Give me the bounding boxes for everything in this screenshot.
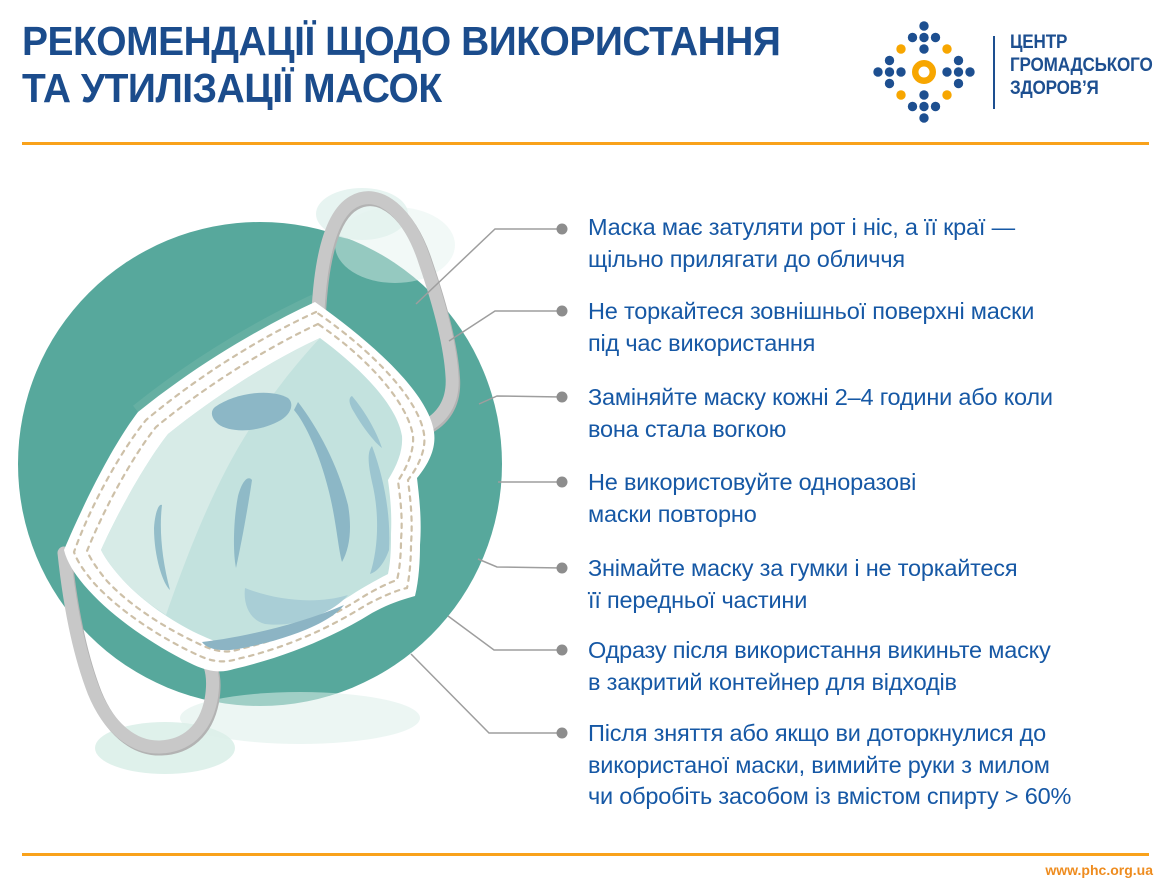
logo-text-line1: ЦЕНТР	[1010, 32, 1068, 53]
recommendation-text: Маска має затуляти рот і ніс, а її краї —	[588, 214, 1015, 240]
recommendation-text: під час використання	[588, 329, 816, 356]
recommendation-item-1	[588, 212, 1088, 275]
page-title-line2: ТА УТИЛІЗАЦІЇ МАСОК	[22, 65, 442, 111]
recommendation-item-5	[588, 553, 1088, 616]
recommendation-text: Знімайте маску за гумки і не торкайтеся	[588, 555, 1018, 581]
recommendation-item-2	[588, 296, 1088, 359]
recommendation-text: чи обробіть засобом із вмістом спирту > 60%	[588, 783, 1072, 809]
logo-text-line2: ГРОМАДСЬКОГО	[1010, 55, 1153, 76]
recommendation-text: Не використовуйте одноразові	[588, 469, 917, 495]
recommendation-text: її передньої частини	[588, 586, 808, 613]
recommendation-text: маски повторно	[588, 500, 757, 527]
recommendation-text: Після зняття або якщо ви доторкнулися до	[588, 720, 1047, 746]
recommendation-text: Не торкайтеся зовнішньої поверхні маски	[588, 298, 1035, 324]
recommendation-item-4	[588, 467, 1088, 530]
recommendation-text: вона стала вогкою	[588, 415, 787, 442]
callout-dots	[557, 224, 568, 739]
callout-line	[411, 654, 562, 733]
callout-line	[449, 311, 562, 341]
callout-dot	[557, 224, 568, 235]
recommendation-text: Одразу після використання викиньте маску	[588, 637, 1051, 663]
footer-divider	[22, 853, 1149, 856]
recommendation-text: Заміняйте маску кожні 2–4 години або коли	[588, 384, 1053, 410]
recommendation-text: в закритий контейнер для відходів	[588, 668, 957, 695]
footer-url: www.phc.org.ua	[1045, 862, 1153, 878]
recommendation-item-7	[588, 718, 1088, 813]
recommendation-text: використаної маски, вимийте руки з милом	[588, 751, 1050, 778]
callout-dot	[557, 477, 568, 488]
callout-dot	[557, 306, 568, 317]
recommendation-item-3	[588, 382, 1088, 445]
recommendation-item-6	[588, 635, 1088, 698]
callout-dot	[557, 392, 568, 403]
callout-line	[478, 559, 562, 568]
callout-dot	[557, 563, 568, 574]
logo-text-line3: ЗДОРОВ’Я	[1010, 78, 1099, 99]
recommendation-text: щільно прилягати до обличчя	[588, 245, 905, 272]
page-title-line1: РЕКОМЕНДАЦІЇ ЩОДО ВИКОРИСТАННЯ	[22, 18, 781, 64]
callout-dot	[557, 728, 568, 739]
callout-dot	[557, 645, 568, 656]
callout-line	[448, 616, 562, 650]
